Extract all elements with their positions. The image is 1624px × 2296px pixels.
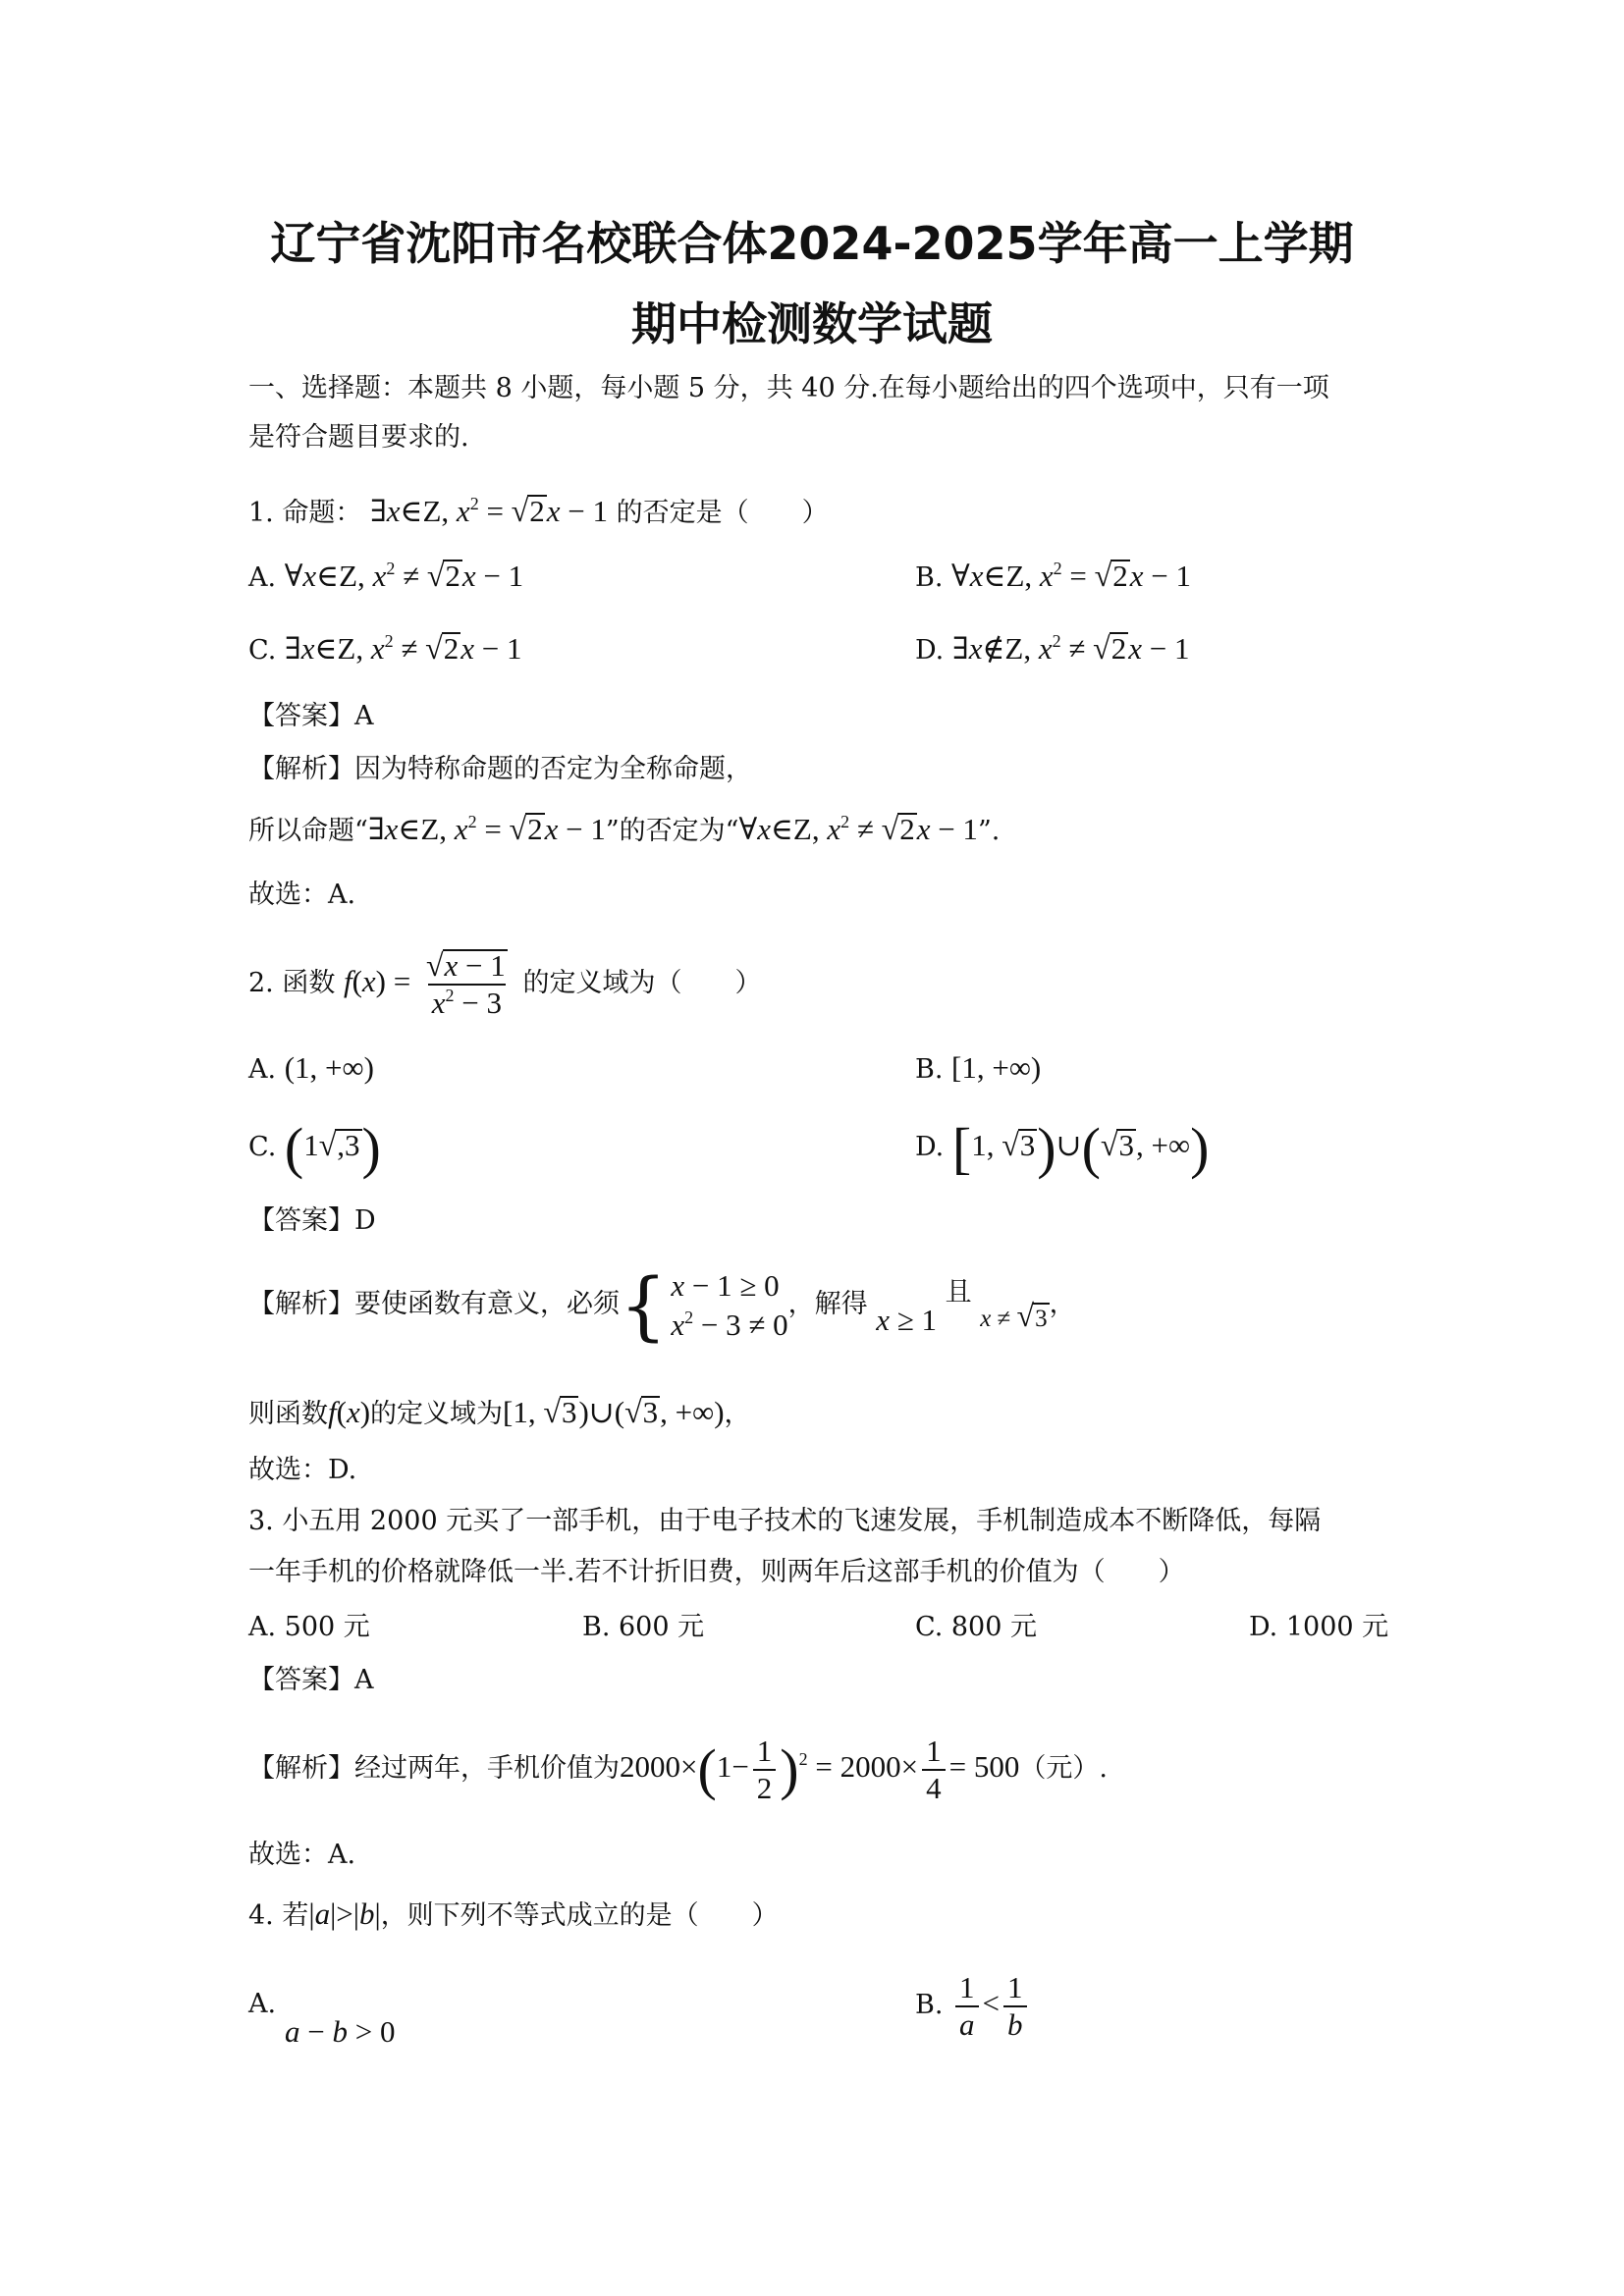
q3-answer: 【答案】A: [248, 1665, 374, 1695]
q1-option-d-label: D.: [915, 635, 945, 666]
q2-option-d-formula: [1, √3)∪(√3, +∞): [951, 1115, 1210, 1180]
q1-stem-formula: ∃x∈Z, $x^2 = √2x - 1$: [369, 493, 608, 528]
q2-option-b-label: B.: [915, 1054, 944, 1085]
q4-stem-suffix: ，则下列不等式成立的是（ ）: [380, 1900, 779, 1931]
q1-answer: 【答案】A: [248, 701, 374, 731]
q2-option-d-label: D.: [915, 1132, 945, 1162]
q1-analysis-text-b: ”的否定为“: [605, 816, 739, 846]
q2-solution-2: x ≠ √3: [980, 1298, 1048, 1333]
q4-stem: [248, 1896, 779, 1934]
q2-stem: [248, 937, 762, 1028]
q2-domain-formula: [1, √3)∪(√3, +∞): [503, 1394, 725, 1429]
q2-inequality-system: { x − 1 ≥ 0 $x^2 - 3 \ne 0$: [620, 1260, 788, 1349]
q4-stem-prefix: 4. 若: [248, 1900, 309, 1931]
q2-option-b-formula: [1, +∞): [951, 1050, 1042, 1085]
q1-stem-suffix: 的否定是（ ）: [616, 498, 829, 528]
q2-analysis-text-c: 且: [945, 1277, 972, 1308]
q1-analysis-text-a: 所以命题“: [248, 816, 368, 846]
q4-stem-formula: |a|>|b|: [308, 1896, 381, 1931]
q2-fraction: $\frac{√x - 1}{x^2 - 3}$: [425, 947, 506, 1021]
q4-option-b-label: B.: [915, 1990, 944, 2020]
q2-stem-suffix: 的定义域为（ ）: [522, 968, 762, 998]
q1-option-b: [915, 558, 1191, 596]
exam-title-line2: 期中检测数学试题: [631, 297, 993, 350]
q1-analysis-text-c: ”.: [977, 816, 1001, 846]
q2-domain-function: f(x): [328, 1395, 371, 1429]
q1-stem-prefix: 1. 命题：: [248, 498, 362, 528]
q1-conclusion: 故选：A.: [248, 880, 356, 910]
q4-option-a-label: A.: [248, 1989, 277, 2019]
q4-option-a-formula: a − b > 0: [285, 2014, 396, 2049]
q2-domain-prefix: 则函数: [248, 1399, 328, 1429]
q2-analysis-text-b: ，解得: [787, 1289, 868, 1319]
q2-analysis-text-a: 【解析】要使函数有意义，必须: [248, 1289, 620, 1319]
q1-option-d: [915, 630, 1189, 668]
q1-analysis-line2: [248, 811, 1000, 849]
q1-option-c-formula: ∃x∈Z, $x^2 \ne √2x - 1$: [284, 630, 522, 666]
q3-option-c: C. 800 元: [915, 1612, 1037, 1642]
section-intro-line1: 一、选择题：本题共 8 小题，每小题 5 分，共 40 分.在每小题给出的四个选项中，只有一项: [248, 373, 1329, 403]
q2-analysis: [248, 1260, 1076, 1349]
q1-option-c: [248, 630, 521, 668]
q4-option-b: [915, 1959, 1031, 2050]
q3-analysis-text-a: 【解析】经过两年，手机价值为: [248, 1753, 620, 1784]
q4-option-b-formula: $\frac{1}{a}$ < $\frac{1}{b}$: [951, 1986, 1030, 2020]
section-intro-line2: 是符合题目要求的.: [248, 422, 469, 453]
q2-domain-suffix: ，: [724, 1399, 751, 1429]
q1-option-a-label: A.: [248, 562, 277, 593]
q2-solution-1: x ≥ 1: [876, 1303, 937, 1337]
q1-stem: [248, 493, 829, 531]
q2-domain-mid: 的定义域为: [370, 1399, 504, 1429]
q3-analysis: [248, 1723, 1108, 1814]
q2-option-a-label: A.: [248, 1054, 277, 1085]
q2-option-c-formula: (1√,3): [284, 1115, 381, 1180]
q3-stem-line1: 3. 小五用 2000 元买了一部手机，由于电子技术的飞速发展，手机制造成本不断降低，每隔: [248, 1506, 1322, 1536]
q2-option-c: [248, 1115, 381, 1180]
q2-domain-line: [248, 1394, 751, 1432]
q2-option-a-formula: (1, +∞): [284, 1050, 374, 1085]
q3-analysis-formula: 2000×(1− $\frac{1}{2}$ )$^2$ = 2000× $\frac{1}{4}$ = 500: [620, 1733, 1020, 1805]
q1-option-a: [248, 558, 523, 596]
q4-option-a: [248, 1987, 276, 2022]
q3-option-d: D. 1000 元: [1249, 1612, 1389, 1642]
q1-analysis-formula-1: ∃x∈Z, $x^2 = √2x - 1$: [367, 811, 606, 846]
q1-option-d-formula: ∃x∉Z, $x^2 \ne √2x - 1$: [951, 630, 1190, 666]
exam-title-line1: 辽宁省沈阳市名校联合体2024-2025学年高一上学期: [270, 217, 1354, 270]
q3-option-a: A. 500 元: [248, 1612, 370, 1642]
q2-stem-prefix: 2. 函数: [248, 968, 336, 998]
q3-conclusion: 故选：A.: [248, 1840, 356, 1870]
q1-option-c-label: C.: [248, 635, 277, 666]
q1-option-a-formula: ∀x∈Z, $x^2 \ne √2x - 1$: [284, 558, 524, 593]
q1-option-b-label: B.: [915, 562, 944, 593]
q1-option-b-formula: ∀x∈Z, $x^2 = √2x - 1$: [951, 558, 1191, 593]
q2-option-c-label: C.: [248, 1132, 277, 1162]
q2-analysis-text-d: ，: [1049, 1289, 1076, 1319]
q3-analysis-text-b: （元）.: [1019, 1753, 1108, 1784]
q2-option-b: [915, 1050, 1041, 1088]
q3-stem-line2: 一年手机的价格就降低一半.若不计折旧费，则两年后这部手机的价值为（ ）: [248, 1557, 1185, 1587]
q2-function-formula: f(x) = $\frac{√x - 1}{x^2 - 3}$: [344, 964, 523, 998]
q3-option-b: B. 600 元: [582, 1612, 705, 1642]
q1-analysis-line1: 【解析】因为特称命题的否定为全称命题，: [248, 754, 752, 784]
q1-analysis-formula-2: ∀x∈Z, $x^2 \ne √2x - 1$: [738, 811, 978, 846]
q2-option-d: [915, 1115, 1210, 1180]
q2-option-a: [248, 1050, 374, 1088]
q2-conclusion: 故选：D.: [248, 1455, 357, 1485]
q2-answer: 【答案】D: [248, 1205, 376, 1236]
